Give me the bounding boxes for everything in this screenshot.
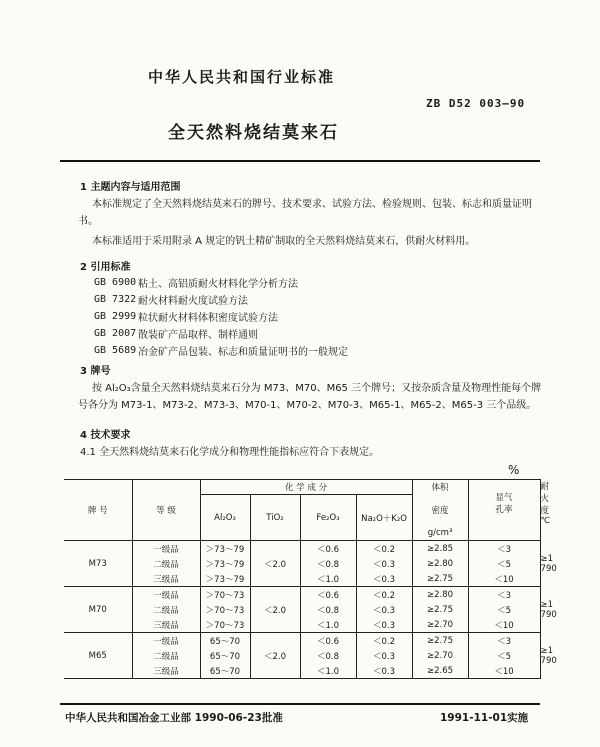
al-cell: 65～70 <box>200 663 250 679</box>
grade-cell: 二级品 <box>132 648 200 663</box>
na-cell: ＜0.3 <box>356 663 412 679</box>
unit-percent: % <box>508 463 520 477</box>
reference-item <box>94 325 348 342</box>
header-porosity-1: 显气 <box>495 493 513 503</box>
density-cell: ≥2.65 <box>412 663 468 679</box>
section-1-para-1 <box>78 196 542 230</box>
density-cell: ≥2.75 <box>412 633 468 649</box>
table-row <box>64 571 540 587</box>
header-refract-2: ℃ <box>540 516 551 526</box>
reference-title: 耐火材料耐火度试验方法 <box>138 296 248 307</box>
table-row <box>64 648 540 663</box>
grade-cell: 二级品 <box>132 602 200 617</box>
section-3-para <box>78 380 543 414</box>
approval-line: 中华人民共和国冶金工业部 1990-06-23批准 <box>65 712 283 724</box>
reference-item <box>94 342 348 359</box>
na-cell: ＜0.3 <box>356 602 412 617</box>
sub-tio2: TiO₂ <box>250 495 300 541</box>
sub-na2o-k2o: Na₂O＋K₂O <box>356 495 412 541</box>
al-cell: 65～70 <box>200 648 250 663</box>
porosity-cell: ＜10 <box>468 617 540 633</box>
reference-item <box>94 308 348 325</box>
grade-cell: 三级品 <box>132 571 200 587</box>
section-1-heading: 1 主题内容与适用范围 <box>80 182 181 193</box>
section-1-para-1-line-1: 本标准规定了全天然料烧结莫来石的牌号、技术要求、试验方法、检验规则、包装、标志和质量证明 <box>92 199 532 210</box>
al-cell: ＞70～73 <box>200 602 250 617</box>
fe-cell: ＜1.0 <box>300 617 356 633</box>
sub-fe2o3: Fe₂O₃ <box>300 495 356 541</box>
document-title: 全天然料烧结莫来石 <box>168 123 339 143</box>
fe-cell: ＜0.6 <box>300 633 356 649</box>
section-4-1-text: 4.1 全天然料烧结莫来石化学成分和物理性能指标应符合下表规定。 <box>80 447 380 458</box>
density-cell: ≥2.75 <box>412 571 468 587</box>
section-1-para-1-line-2: 书。 <box>78 216 98 227</box>
porosity-cell: ＜10 <box>468 571 540 587</box>
table-row <box>64 663 540 679</box>
brand-cell: M70 <box>64 587 132 633</box>
fe-cell: ＜0.8 <box>300 556 356 571</box>
section-4-heading: 4 技术要求 <box>80 430 131 441</box>
reference-item <box>94 274 348 291</box>
brand-cell: M73 <box>64 541 132 587</box>
header-chemical: 化 学 成 分 <box>200 480 412 495</box>
ti-cell: ＜2.0 <box>250 587 300 633</box>
grade-cell: 三级品 <box>132 617 200 633</box>
na-cell: ＜0.3 <box>356 648 412 663</box>
density-cell: ≥2.80 <box>412 587 468 603</box>
header-rule <box>60 160 540 162</box>
density-cell: ≥2.70 <box>412 617 468 633</box>
na-cell: ＜0.3 <box>356 617 412 633</box>
density-cell: ≥2.85 <box>412 541 468 557</box>
standard-code: ZB D52 003—90 <box>426 97 526 110</box>
table-row <box>64 602 540 617</box>
fe-cell: ＜0.6 <box>300 541 356 557</box>
effective-date: 1991-11-01实施 <box>440 712 529 724</box>
reference-code: GB 2007 <box>94 328 137 339</box>
porosity-cell: ＜5 <box>468 556 540 571</box>
density-cell: ≥2.80 <box>412 556 468 571</box>
na-cell: ＜0.3 <box>356 571 412 587</box>
section-3-line-1: 按 Al₂O₃含量全天然料烧结莫来石分为 M73、M70、M65 三个牌号；又按杂质含量及物理性能每个牌 <box>92 383 542 394</box>
grade-cell: 一级品 <box>132 587 200 603</box>
reference-list <box>94 274 348 359</box>
reference-title: 粒状耐火材料体积密度试验方法 <box>138 313 278 324</box>
reference-title: 散装矿产品取样、制样通则 <box>138 330 258 341</box>
ti-cell: ＜2.0 <box>250 541 300 587</box>
density-cell: ≥2.70 <box>412 648 468 663</box>
specification-table <box>64 479 557 679</box>
header-porosity-blank <box>468 526 540 541</box>
fe-cell: ＜0.8 <box>300 648 356 663</box>
grade-cell: 一级品 <box>132 633 200 649</box>
header-density-3: g/cm³ <box>412 526 468 541</box>
header-grade: 等 级 <box>132 480 200 541</box>
brand-cell: M65 <box>64 633 132 679</box>
al-cell: ＞70～73 <box>200 587 250 603</box>
table-row <box>64 556 540 571</box>
table-row: M70 一级品 ＞70～73 ＜2.0 ＜0.6 ＜0.2 ≥2.80 ＜3 ≥1 790 <box>64 587 540 603</box>
table-row: M73 一级品 ＞73～79 ＜2.0 ＜0.6 ＜0.2 ≥2.85 ＜3 ≥1 790 <box>64 541 540 557</box>
header-brand: 牌 号 <box>64 480 132 541</box>
reference-code: GB 7322 <box>94 294 137 305</box>
footer-rule <box>60 703 540 705</box>
reference-code: GB 5689 <box>94 345 137 356</box>
header-density-2: 密度 <box>412 495 468 527</box>
reference-title: 冶金矿产品包装、标志和质量证明书的一般规定 <box>138 347 348 358</box>
grade-cell: 三级品 <box>132 663 200 679</box>
porosity-cell: ＜3 <box>468 541 540 557</box>
header-porosity-2: 孔率 <box>495 505 513 515</box>
na-cell: ＜0.2 <box>356 633 412 649</box>
issuing-agency: 中华人民共和国行业标准 <box>148 68 336 86</box>
porosity-cell: ＜5 <box>468 602 540 617</box>
grade-cell: 一级品 <box>132 541 200 557</box>
fe-cell: ＜0.6 <box>300 587 356 603</box>
al-cell: ＞73～79 <box>200 541 250 557</box>
header-density: 体积 <box>412 480 468 495</box>
section-3-heading: 3 牌号 <box>80 366 111 377</box>
table-row: M65 一级品 65～70 ＜2.0 ＜0.6 ＜0.2 ≥2.75 ＜3 ≥1 790 <box>64 633 540 649</box>
reference-title: 粘土、高铝质耐火材料化学分析方法 <box>138 279 298 290</box>
fe-cell: ＜1.0 <box>300 663 356 679</box>
porosity-cell: ＜3 <box>468 587 540 603</box>
section-3-line-2: 号各分为 M73-1、M73-2、M73-3、M70-1、M70-2、M70-3、M65-1、M65-2、M65-3 三个品级。 <box>78 400 537 411</box>
table-row <box>64 617 540 633</box>
header-refract-1: 耐火度 <box>540 482 550 516</box>
grade-cell: 二级品 <box>132 556 200 571</box>
ti-cell: ＜2.0 <box>250 633 300 679</box>
section-1-para-2: 本标准适用于采用附录 A 规定的钒土精矿制取的全天然料烧结莫来石，供耐火材料用。 <box>92 236 476 247</box>
header-porosity <box>468 480 540 527</box>
fe-cell: ＜0.8 <box>300 602 356 617</box>
reference-code: GB 2999 <box>94 311 137 322</box>
porosity-cell: ＜10 <box>468 663 540 679</box>
reference-code: GB 6900 <box>94 277 137 288</box>
porosity-cell: ＜3 <box>468 633 540 649</box>
al-cell: ＞73～79 <box>200 571 250 587</box>
fe-cell: ＜1.0 <box>300 571 356 587</box>
density-cell: ≥2.75 <box>412 602 468 617</box>
al-cell: ＞73～79 <box>200 556 250 571</box>
al-cell: ＞70～73 <box>200 617 250 633</box>
porosity-cell: ＜5 <box>468 648 540 663</box>
section-2-heading: 2 引用标准 <box>80 262 131 273</box>
na-cell: ＜0.2 <box>356 541 412 557</box>
sub-al2o3: Al₂O₃ <box>200 495 250 541</box>
na-cell: ＜0.2 <box>356 587 412 603</box>
reference-item <box>94 291 348 308</box>
na-cell: ＜0.3 <box>356 556 412 571</box>
al-cell: 65～70 <box>200 633 250 649</box>
